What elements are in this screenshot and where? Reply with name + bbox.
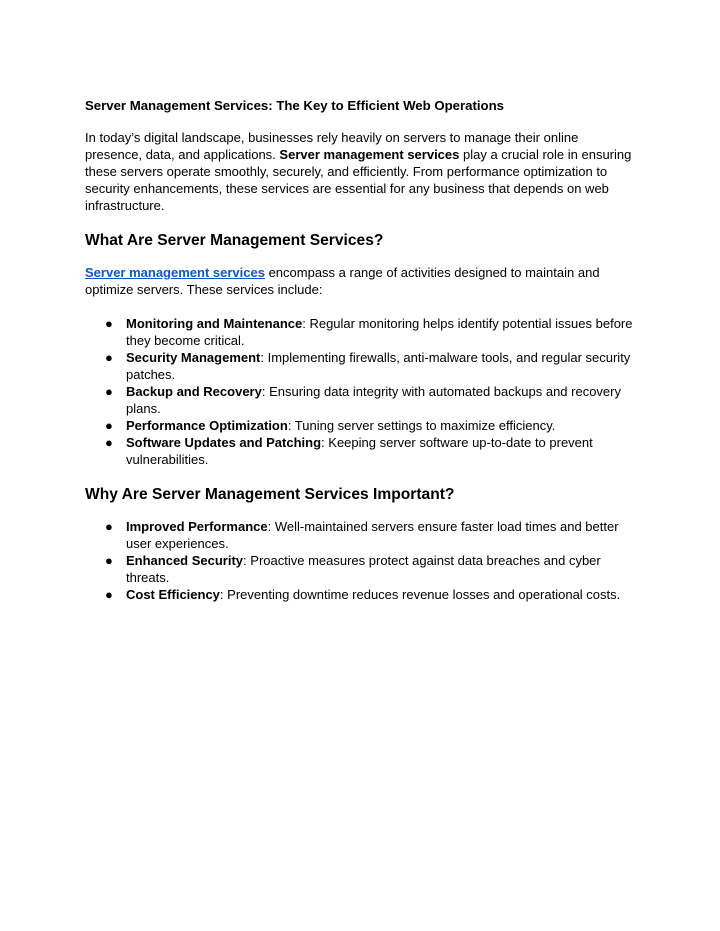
bullet-icon: ● [105,418,113,433]
server-management-link[interactable]: Server management services [85,265,265,280]
bullet-icon: ● [105,350,113,365]
list-item-label: Monitoring and Maintenance [126,316,303,331]
list-item-label: Cost Efficiency [126,587,220,602]
list-item-text: : Preventing downtime reduces revenue losses and operational costs. [219,587,621,602]
list-item [85,315,637,349]
intro-bold-phrase: Server management services [279,147,460,162]
list-item-text: : Ensuring data integrity with automated backups and recovery plans. [126,384,621,416]
intro-text-end: play a crucial role in ensuring these servers operate smoothly, securely, and efficiently. From performance optimization to security enhancements, these services are essential for any business that depends on web infrastructure. [85,147,632,213]
section1-intro-text: encompass a range of activities designed to maintain and optimize servers. These services include: [85,265,600,297]
list-item-text: : Regular monitoring helps identify potential issues before they become critical. [126,316,633,348]
list-item-label: Security Management [126,350,261,365]
section-heading-why: Why Are Server Management Services Important? [85,486,455,503]
list-item-label: Performance Optimization [126,418,288,433]
list-item [85,417,637,434]
bullet-icon: ● [105,587,113,602]
list-item-label: Software Updates and Patching [126,435,322,450]
bullet-icon: ● [105,316,113,331]
list-item [85,586,637,603]
section1-intro-paragraph [85,264,637,298]
document-title: Server Management Services: The Key to Efficient Web Operations [85,98,504,113]
list-item-label: Enhanced Security [126,553,244,568]
list-item-text: : Proactive measures protect against data breaches and cyber threats. [126,553,601,585]
list-item-text: : Well-maintained servers ensure faster load times and better user experiences. [126,519,619,551]
list-item-text: : Implementing firewalls, anti-malware tools, and regular security patches. [126,350,631,382]
list-item-text: : Keeping server software up-to-date to prevent vulnerabilities. [126,435,593,467]
benefits-list [85,518,637,603]
intro-paragraph [85,129,637,214]
list-item [85,383,637,417]
document-body [85,96,637,603]
bullet-icon: ● [105,435,113,450]
section-heading-what: What Are Server Management Services? [85,232,384,249]
list-item [85,552,637,586]
bullet-icon: ● [105,384,113,399]
list-item [85,349,637,383]
services-list [85,315,637,468]
list-item-label: Backup and Recovery [126,384,262,399]
bullet-icon: ● [105,519,113,534]
list-item [85,434,637,468]
bullet-icon: ● [105,553,113,568]
list-item-label: Improved Performance [126,519,268,534]
list-item-text: : Tuning server settings to maximize efficiency. [287,418,556,433]
list-item [85,518,637,552]
intro-text-start: In today’s digital landscape, businesses rely heavily on servers to manage their online presence, data, and applications. [85,130,579,162]
